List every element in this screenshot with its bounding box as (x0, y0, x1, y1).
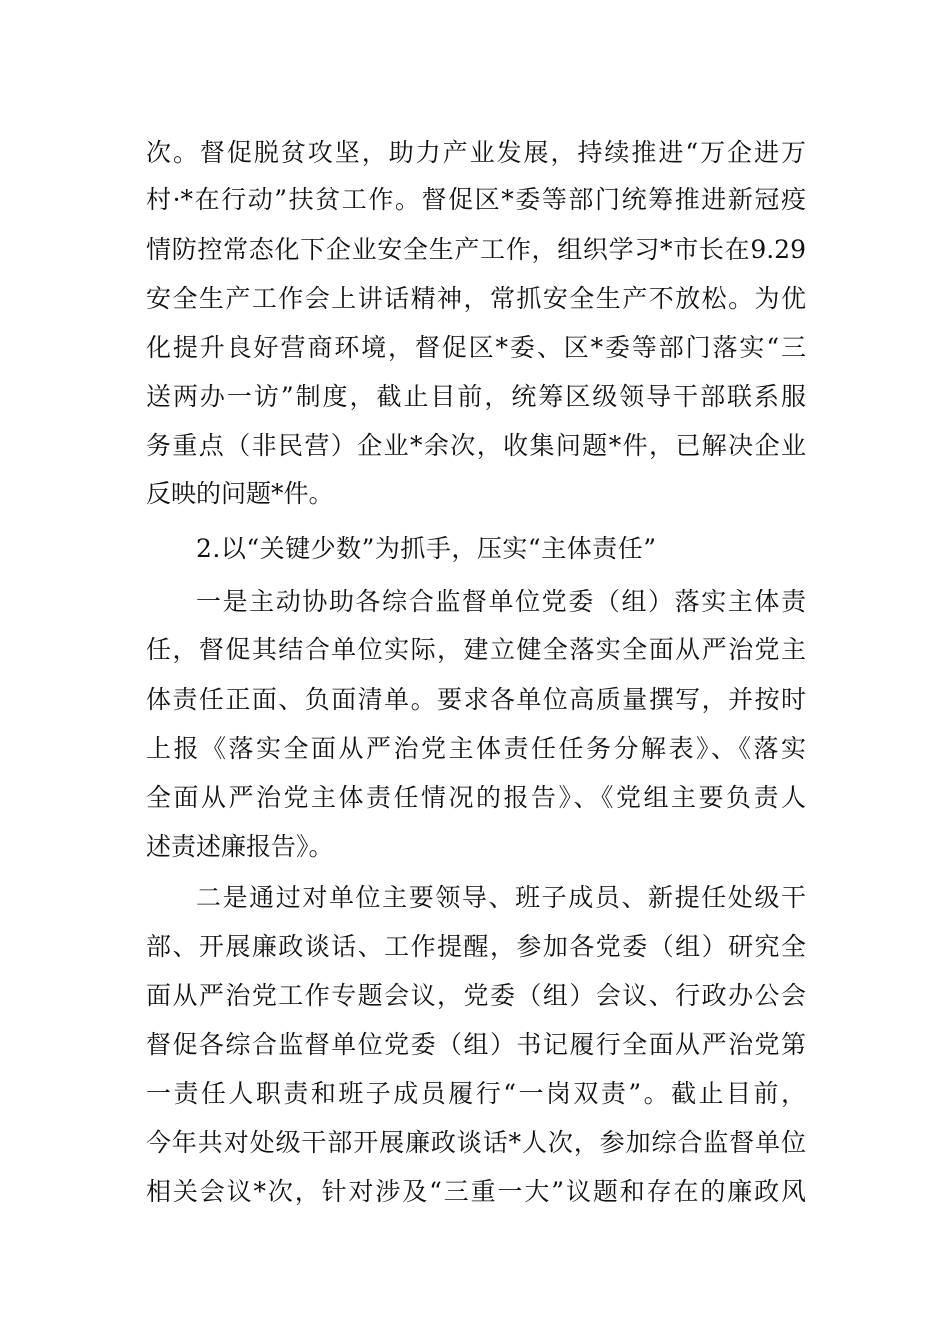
text-line: 体责任正面、负面清单。要求各单位高质量撰写，并按时 (146, 685, 806, 714)
text-line: 务重点（非民营）企业*余次，收集问题*件，已解决企业 (146, 431, 806, 460)
text-line: 述责述廉报告》。 (146, 832, 334, 861)
text-line: 今年共对处级干部开展廉政谈话*人次，参加综合监督单位 (146, 1128, 806, 1157)
text-line: 反映的问题*件。 (146, 479, 334, 508)
paragraph-first-line: 一是主动协助各综合监督单位党委（组）落实主体责 (196, 587, 806, 616)
text-line: 全面从严治党主体责任情况的报告》、《党组主要负责人 (146, 783, 806, 812)
text-line: 安全生产工作会上讲话精神，常抓安全生产不放松。为优 (146, 284, 806, 313)
text-line: 次。督促脱贫攻坚，助力产业发展，持续推进“万企进万 (146, 138, 806, 167)
text-line: 面从严治党工作专题会议，党委（组）会议、行政办公会 (146, 981, 806, 1010)
text-line: 送两办一访”制度，截止目前，统筹区级领导干部联系服 (146, 382, 806, 411)
text-line: 部、开展廉政谈话、工作提醒，参加各党委（组）研究全 (146, 932, 806, 961)
text-line: 任，督促其结合单位实际，建立健全落实全面从严治党主 (146, 635, 806, 664)
text-line: 一责任人职责和班子成员履行“一岗双责”。截止目前， (146, 1079, 806, 1108)
text-line: 相关会议*次，针对涉及“三重一大”议题和存在的廉政风 (146, 1177, 806, 1206)
text-line: 督促各综合监督单位党委（组）书记履行全面从严治党第 (146, 1030, 806, 1059)
text-line: 村·*在行动”扶贫工作。督促区*委等部门统筹推进新冠疫 (146, 185, 806, 214)
text-line: 化提升良好营商环境，督促区*委、区*委等部门落实“三 (146, 333, 806, 362)
text-line: 上报《落实全面从严治党主体责任任务分解表》、《落实 (146, 734, 806, 763)
paragraph-first-line: 二是通过对单位主要领导、班子成员、新提任处级干 (196, 883, 806, 912)
section-heading: 2.以“关键少数”为抓手，压实“主体责任” (196, 534, 657, 563)
text-line: 情防控常态化下企业安全生产工作，组织学习*市长在9.29 (146, 235, 806, 264)
